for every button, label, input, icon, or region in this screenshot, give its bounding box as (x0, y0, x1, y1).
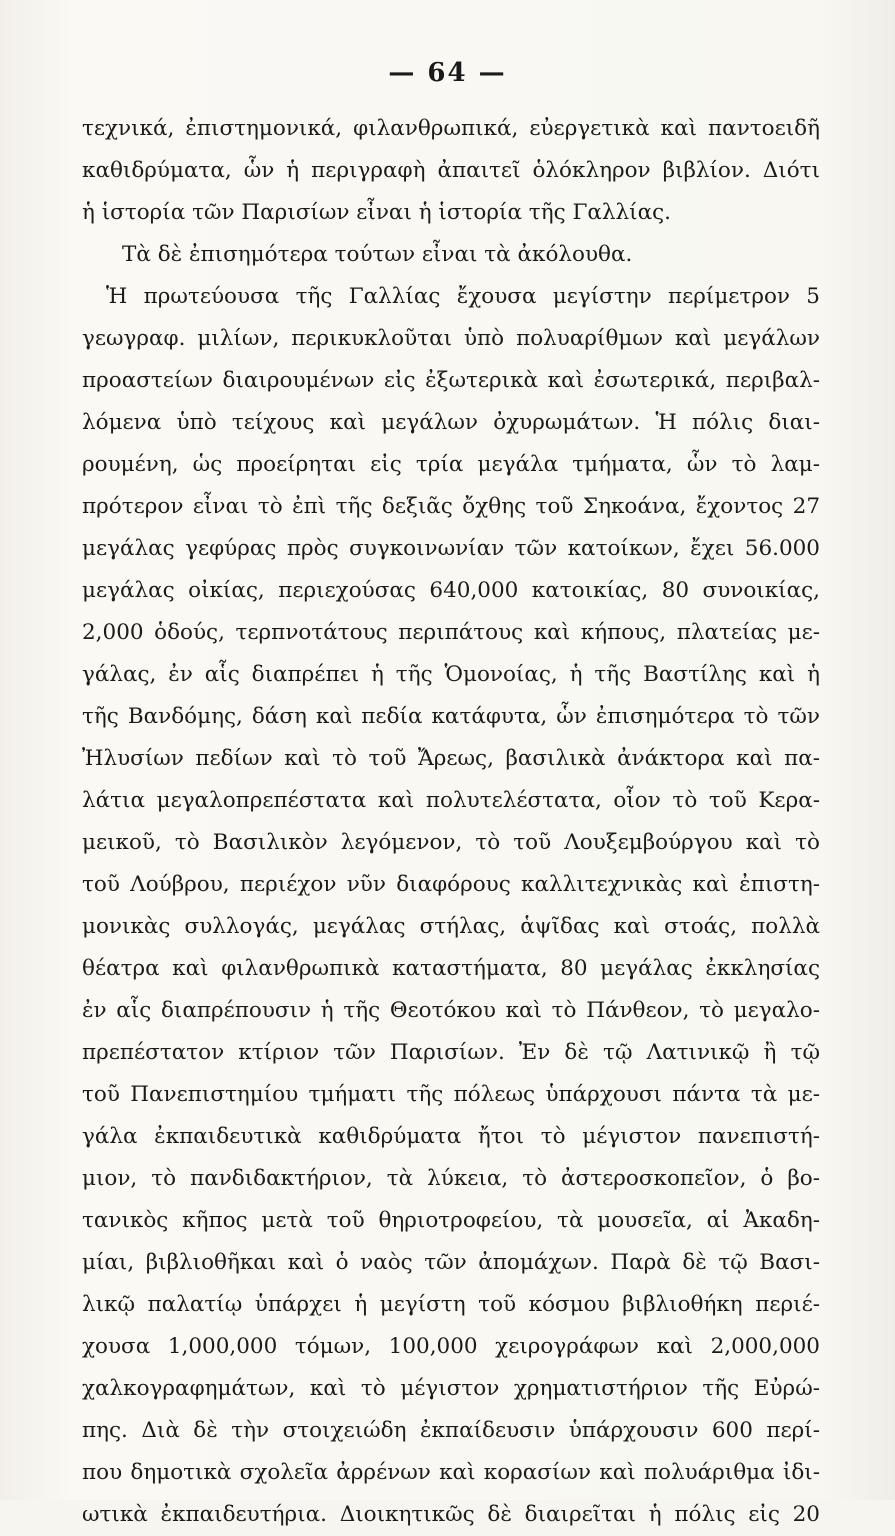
text-line: μεγάλας οἰκίας, περιεχούσας 640,000 κατοικίας, 80 συνοικίας, (82, 578, 820, 603)
text-line: θέατρα καὶ φιλανθρωπικὰ καταστήματα, 80 μεγάλας ἐκκλησίας (82, 956, 820, 981)
text-line: τοῦ Λούβρου, περιέχον νῦν διαφόρους καλλιτεχνικὰς καὶ ἐπιστη- (82, 872, 820, 897)
body-text (82, 108, 820, 1536)
text-line: χαλκογραφημάτων, καὶ τὸ μέγιστον χρηματιστήριον τῆς Εὐρώ- (82, 1376, 820, 1401)
text-line: τεχνικά, ἐπιστημονικά, φιλανθρωπικά, εὐεργετικὰ καὶ παντοειδῆ (82, 116, 820, 141)
text-line: Τὰ δὲ ἐπισημότερα τούτων εἶναι τὰ ἀκόλουθα. (122, 242, 633, 267)
text-line: τῆς Βανδόμης, δάση καὶ πεδία κατάφυτα, ὧν ἐπισημότερα τὸ τῶν (82, 704, 820, 729)
text-line: Ἡ πρωτεύουσα τῆς Γαλλίας ἔχουσα μεγίστην περίμετρον 5 (106, 284, 820, 309)
text-line: γάλα ἐκπαιδευτικὰ καθιδρύματα ἤτοι τὸ μέγιστον πανεπιστή- (82, 1124, 820, 1149)
text-line: χουσα 1,000,000 τόμων, 100,000 χειρογράφων καὶ 2,000,000 (82, 1334, 820, 1359)
text-line: πρεπέστατον κτίριον τῶν Παρισίων. Ἐν δὲ τῷ Λατινικῷ ἢ τῷ (82, 1040, 820, 1065)
text-line: μιον, τὸ πανδιδακτήριον, τὰ λύκεια, τὸ ἀστεροσκοπεῖον, ὁ βο- (82, 1166, 820, 1191)
text-line: λόμενα ὑπὸ τείχους καὶ μεγάλων ὀχυρωμάτων. Ἡ πόλις διαι- (82, 410, 820, 435)
text-line: μονικὰς συλλογάς, μεγάλας στήλας, ἁψῖδας καὶ στοάς, πολλὰ (82, 914, 820, 939)
text-line: ωτικὰ ἐκπαιδευτήρια. Διοικητικῶς δὲ διαιρεῖται ἡ πόλις εἰς 20 (82, 1502, 820, 1527)
text-line: μεικοῦ, τὸ Βασιλικὸν λεγόμενον, τὸ τοῦ Λουξεμβούργου καὶ τὸ (82, 830, 820, 855)
text-line: προαστείων διαιρουμένων εἰς ἐξωτερικὰ καὶ ἐσωτερικά, περιβαλ- (82, 368, 820, 393)
text-line: γάλας, ἐν αἷς διαπρέπει ἡ τῆς Ὁμονοίας, ἡ τῆς Βαστίλης καὶ ἡ (82, 662, 820, 687)
text-line: μεγάλας γεφύρας πρὸς συγκοινωνίαν τῶν κατοίκων, ἔχει 56.000 (82, 536, 820, 561)
page-number: — 64 — (388, 58, 507, 88)
text-line: πρότερον εἶναι τὸ ἐπὶ τῆς δεξιᾶς ὄχθης τοῦ Σηκοάνα, ἔχοντος 27 (82, 494, 820, 519)
text-line: ἡ ἱστορία τῶν Παρισίων εἶναι ἡ ἱστορία τῆς Γαλλίας. (82, 200, 671, 225)
text-line: λικῷ παλατίῳ ὑπάρχει ἡ μεγίστη τοῦ κόσμου βιβλιοθήκη περιέ- (82, 1292, 820, 1317)
text-line: ἐν αἷς διαπρέπουσιν ἡ τῆς Θεοτόκου καὶ τὸ Πάνθεον, τὸ μεγαλο- (82, 998, 820, 1023)
text-line: που δημοτικὰ σχολεῖα ἀρρένων καὶ κορασίων καὶ πολυάριθμα ἰδι- (82, 1460, 820, 1485)
text-line: 2,000 ὁδούς, τερπνοτάτους περιπάτους καὶ κήπους, πλατείας με- (82, 620, 820, 645)
text-line: καθιδρύματα, ὧν ἡ περιγραφὴ ἀπαιτεῖ ὁλόκληρον βιβλίον. Διότι (82, 158, 820, 183)
text-line: μίαι, βιβλιοθῆκαι καὶ ὁ ναὸς τῶν ἀπομάχων. Παρὰ δὲ τῷ Βασι- (82, 1250, 820, 1275)
text-line: γεωγραφ. μιλίων, περικυκλοῦται ὑπὸ πολυαρίθμων καὶ μεγάλων (82, 326, 820, 351)
text-line: τανικὸς κῆπος μετὰ τοῦ θηριοτροφείου, τὰ μουσεῖα, αἱ Ἀκαδη- (82, 1208, 820, 1233)
text-line: τοῦ Πανεπιστημίου τμήματι τῆς πόλεως ὑπάρχουσι πάντα τὰ με- (82, 1082, 820, 1107)
text-line: Ἠλυσίων πεδίων καὶ τὸ τοῦ Ἄρεως, βασιλικὰ ἀνάκτορα καὶ πα- (82, 746, 820, 771)
text-line: λάτια μεγαλοπρεπέστατα καὶ πολυτελέστατα, οἷον τὸ τοῦ Κερα- (82, 788, 820, 813)
text-line: πης. Διὰ δὲ τὴν στοιχειώδη ἐκπαίδευσιν ὑπάρχουσιν 600 περί- (82, 1418, 820, 1443)
text-line: ρουμένη, ὡς προείρηται εἰς τρία μεγάλα τμήματα, ὧν τὸ λαμ- (82, 452, 820, 477)
